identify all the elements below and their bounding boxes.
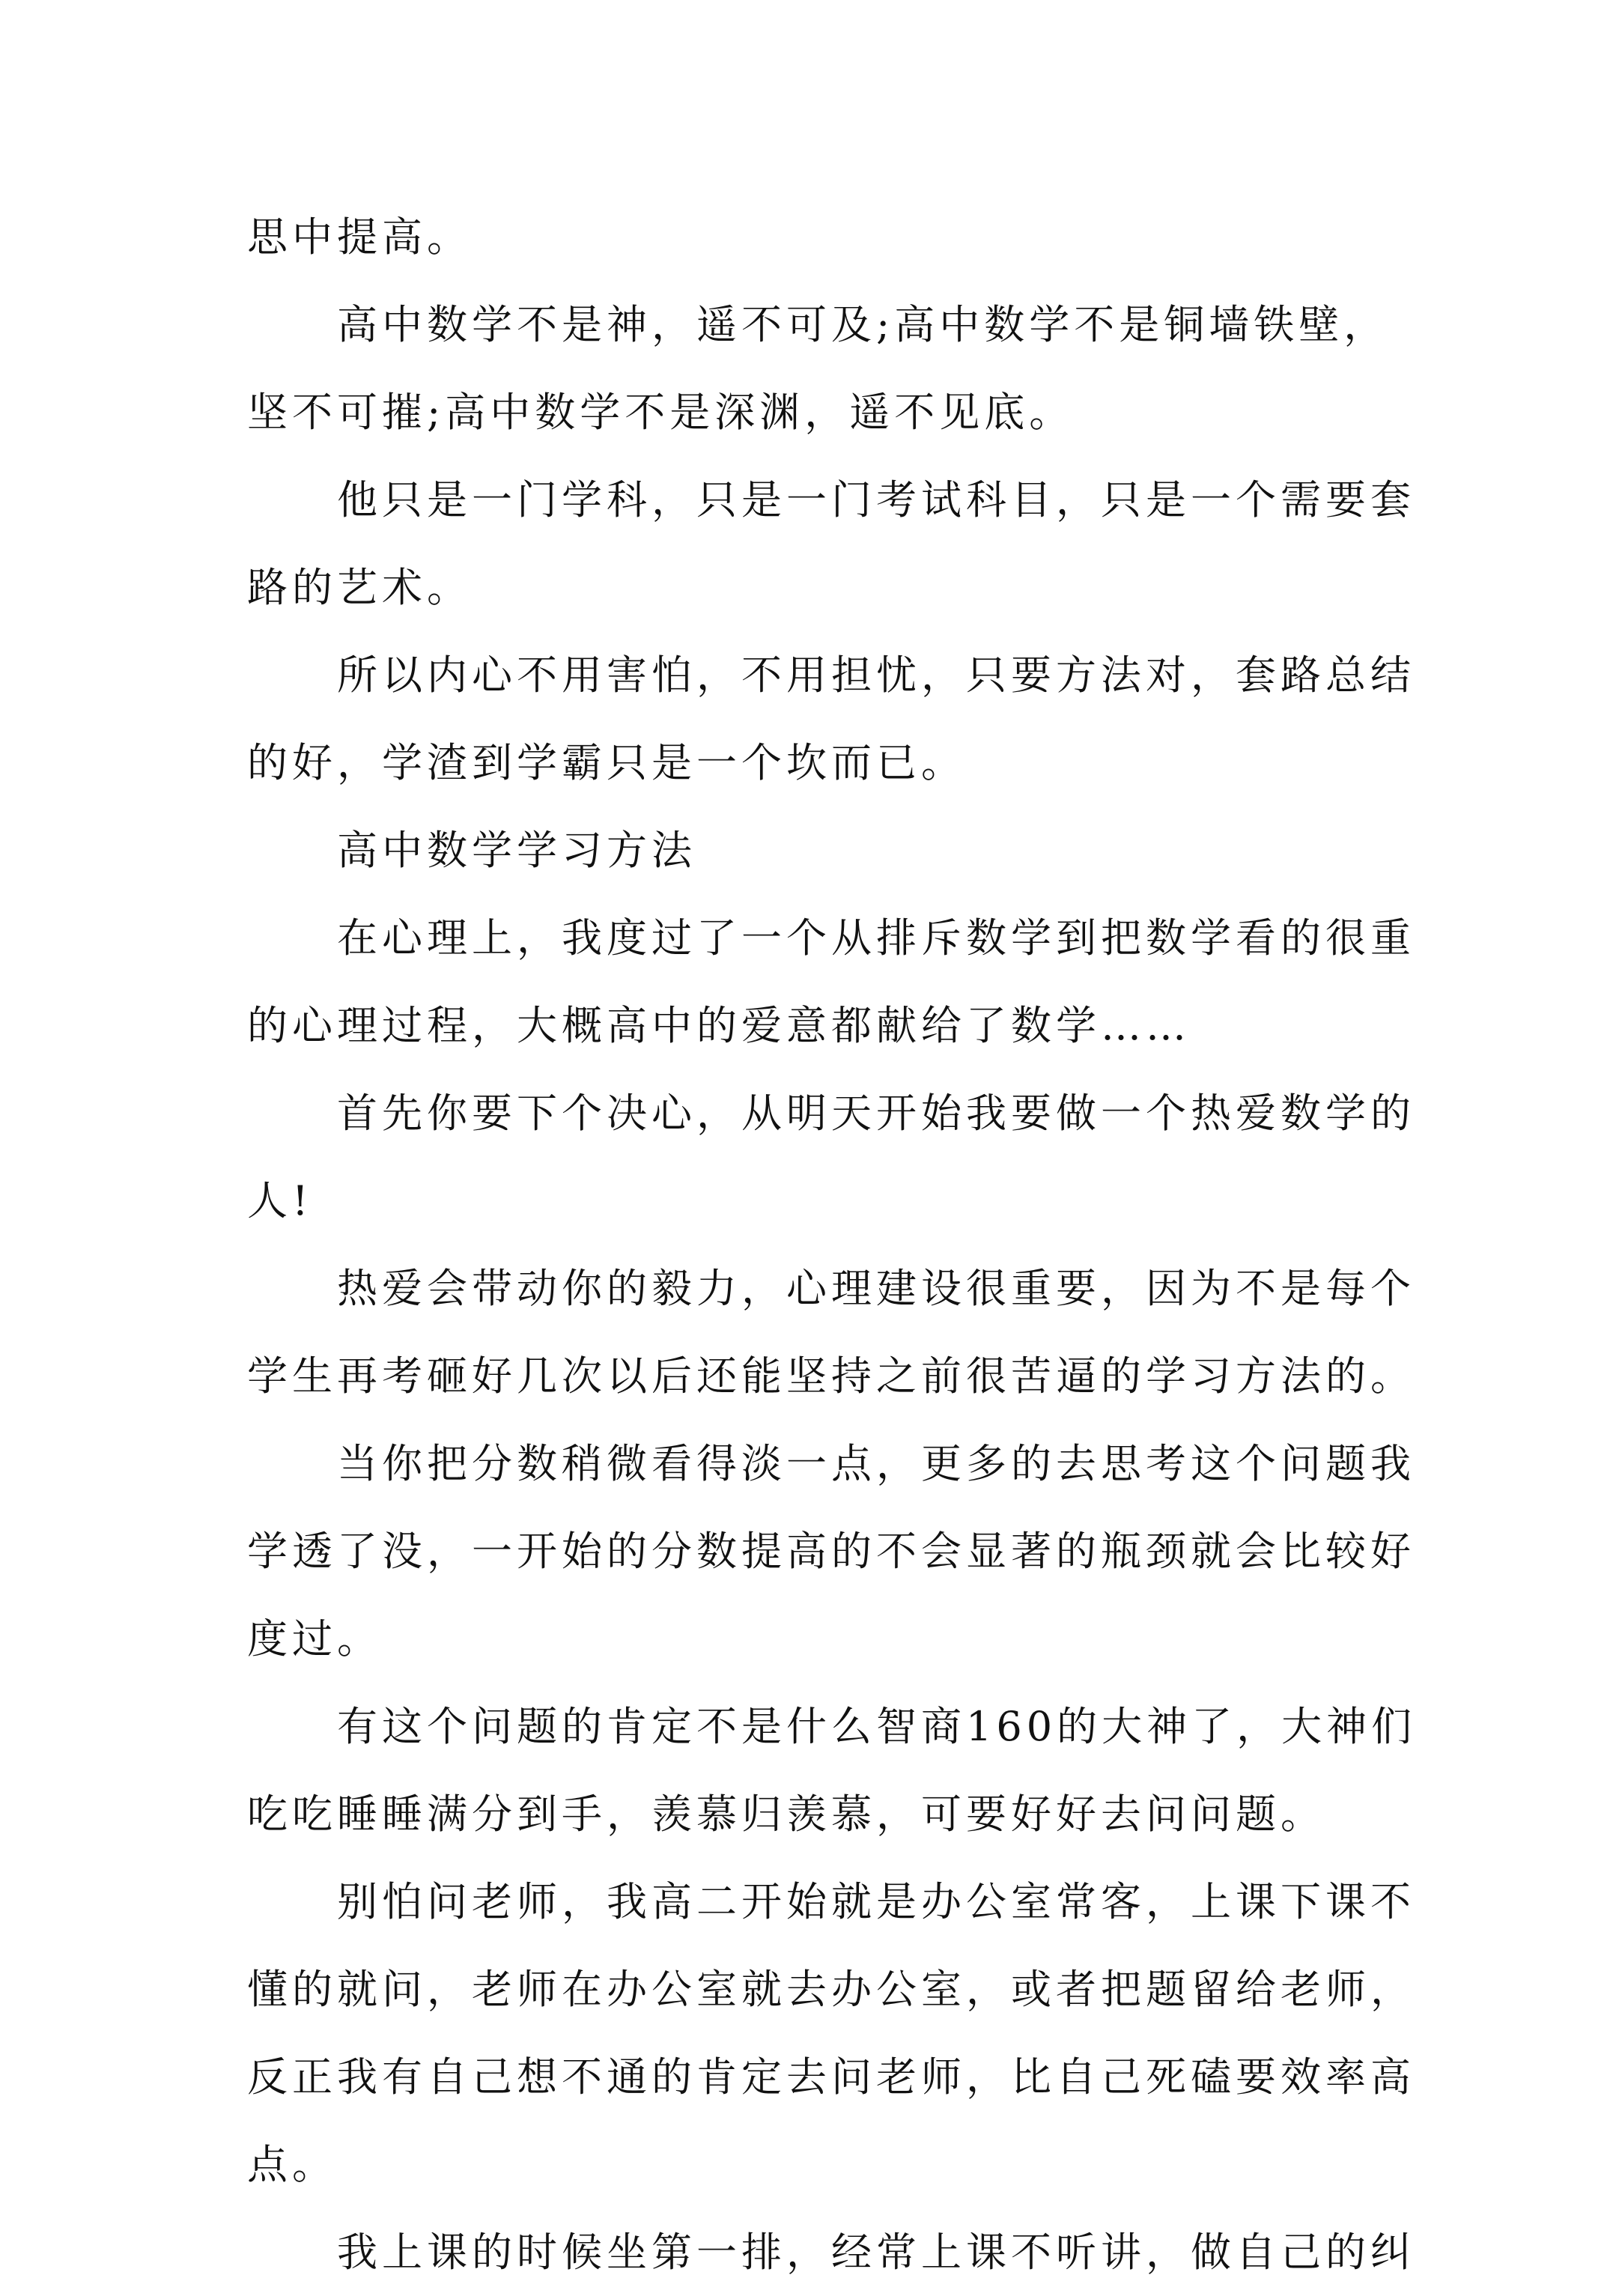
text-line: 的好，学渣到学霸只是一个坎而已。 [247,739,966,786]
text-line: 反正我有自己想不通的肯定去问老师，比自己死磕要效率高 [247,2053,1415,2101]
text-line: 思中提高。 [247,213,472,261]
text-line: 我上课的时候坐第一排，经常上课不听讲，做自己的纠 [337,2229,1415,2276]
text-line: 首先你要下个决心，从明天开始我要做一个热爱数学的 [337,1090,1415,1137]
text-line: 人! [247,1177,313,1224]
text-line: 的心理过程，大概高中的爱意都献给了数学…… [247,1002,1191,1049]
text-line: 他只是一门学科，只是一门考试科目，只是一个需要套 [337,476,1415,523]
text-line: 在心理上，我度过了一个从排斥数学到把数学看的很重 [337,914,1415,962]
text-line: 所以内心不用害怕，不用担忧，只要方法对，套路总结 [337,652,1415,699]
text-line: 吃吃睡睡满分到手，羡慕归羡慕，可要好好去问问题。 [247,1791,1325,1838]
text-line: 当你把分数稍微看得淡一点，更多的去思考这个问题我 [337,1440,1415,1487]
text-line: 有这个问题的肯定不是什么智商160的大神了，大神们 [337,1703,1417,1750]
text-line: 点。 [247,2141,337,2188]
text-line: 度过。 [247,1615,382,1662]
text-line: 高中数学不是神，遥不可及;高中数学不是铜墙铁壁， [337,301,1389,348]
text-line: 学透了没，一开始的分数提高的不会显著的瓶颈就会比较好 [247,1528,1415,1575]
text-line: 热爱会带动你的毅力，心理建设很重要，因为不是每个 [337,1265,1415,1312]
text-line: 学生再考砸好几次以后还能坚持之前很苦逼的学习方法的。 [247,1352,1415,1400]
text-line: 坚不可摧;高中数学不是深渊，遥不见底。 [247,389,1075,436]
document-body [247,193,1417,2296]
text-line: 懂的就问，老师在办公室就去办公室，或者把题留给老师， [247,1966,1415,2013]
section-heading: 高中数学学习方法 [337,827,696,874]
text-line: 别怕问老师，我高二开始就是办公室常客，上课下课不 [337,1878,1415,1925]
text-line: 路的艺术。 [247,564,472,611]
